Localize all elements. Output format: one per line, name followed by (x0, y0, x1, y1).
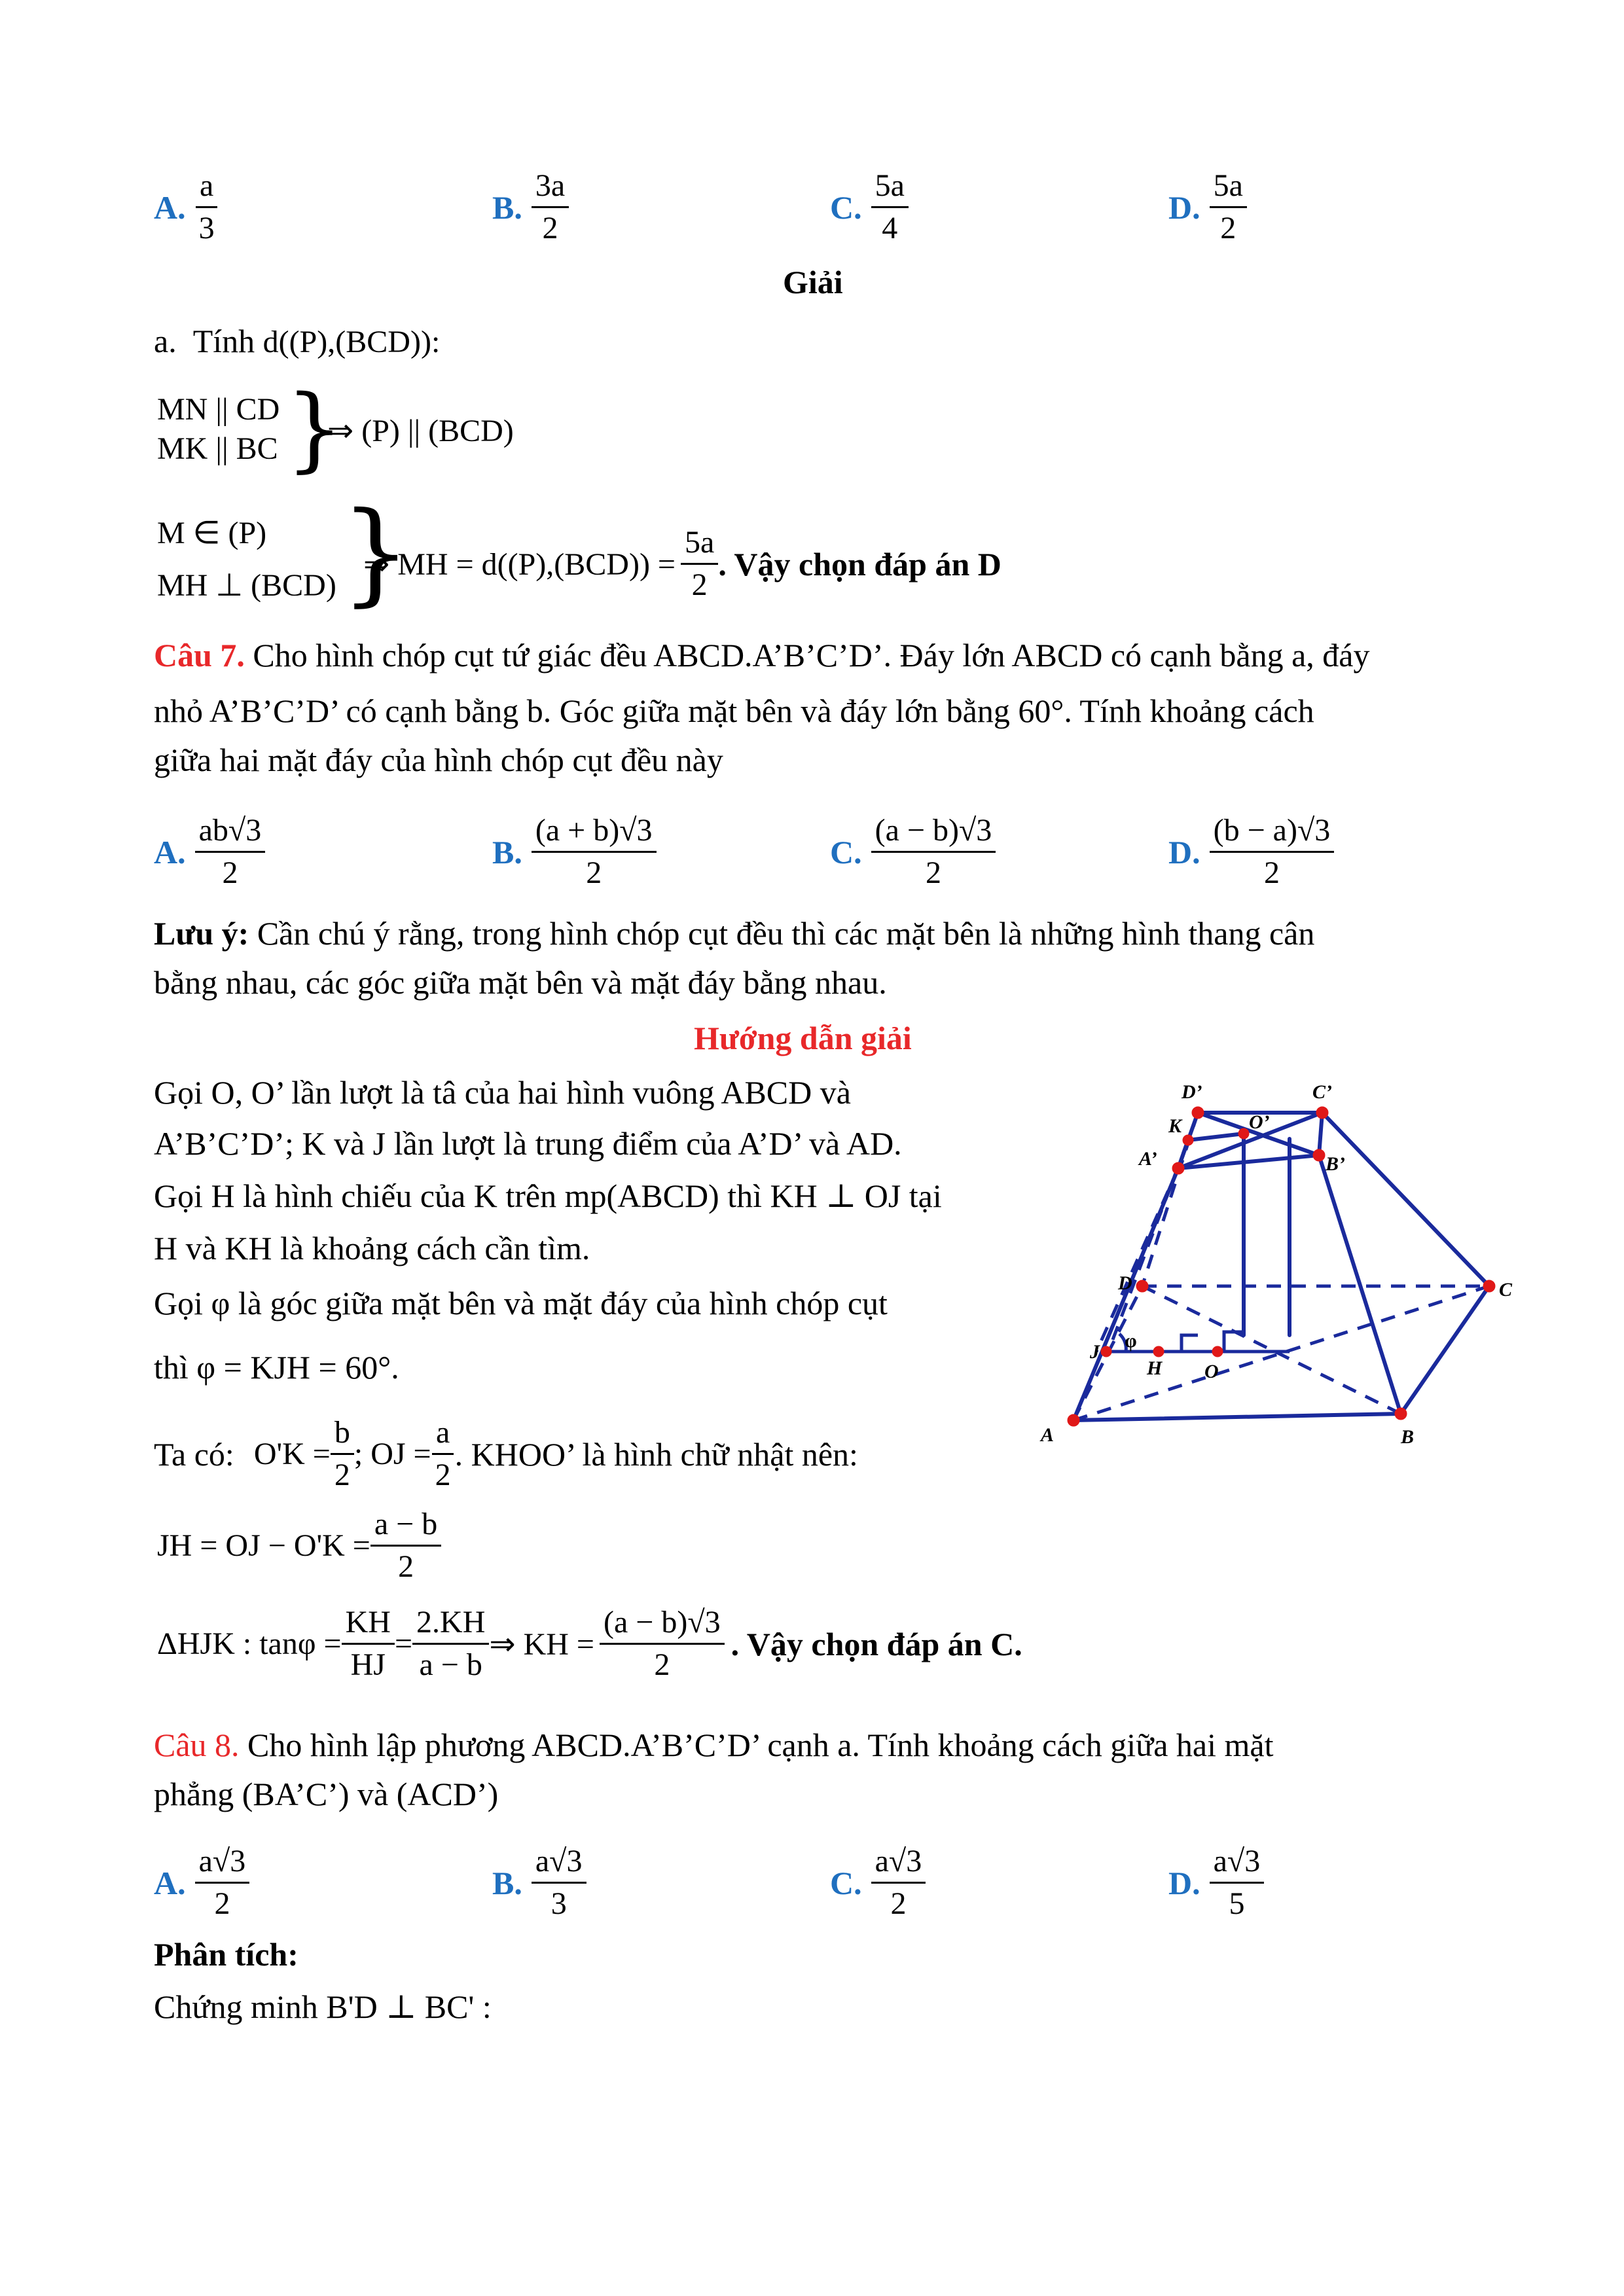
label-b1: B’ (1326, 1153, 1345, 1175)
label-a: A (1041, 1424, 1055, 1446)
edge-ab (1074, 1414, 1401, 1420)
label-h: H (1147, 1357, 1163, 1379)
q6-option-a[interactable]: A. $\frac{a}{3}$ (154, 167, 219, 247)
q6-option-c[interactable]: C. $\frac{5a}{4}$ (830, 167, 909, 247)
label-c1: C’ (1312, 1081, 1332, 1103)
edge-bc (1401, 1286, 1489, 1414)
q8-option-a[interactable]: A. $\frac{a√3}{2}$ (154, 1842, 249, 1923)
q7-sol-line6: thì φ = KJH = 60°. (154, 1349, 399, 1386)
frustum-figure (1021, 1073, 1519, 1466)
point-o1 (1238, 1128, 1249, 1139)
q8-option-c[interactable]: C. $\frac{a√3}{2}$ (830, 1842, 926, 1923)
q7-sol-line4: H và KH là khoảng cách cần tìm. (154, 1230, 590, 1266)
q7-sol-line1: Gọi O, O’ lần lượt là tâ của hai hình vuông ABCD và (154, 1074, 851, 1111)
q7-option-b[interactable]: B. $\frac{(a + b)√3}{2}$ (492, 812, 657, 892)
q7-sol-line2: A’B’C’D’; K và J lần lượt là trung điểm của A’D’ và AD. (154, 1125, 902, 1162)
q8-option-d[interactable]: D. $\frac{a√3}{5}$ (1168, 1842, 1264, 1923)
label-o: O (1204, 1361, 1219, 1382)
segment-ko1 (1188, 1134, 1244, 1140)
edge-aa1 (1074, 1168, 1178, 1420)
point-c1 (1316, 1107, 1328, 1119)
point-c (1483, 1280, 1495, 1292)
label-d: D (1118, 1272, 1132, 1294)
q7-option-d[interactable]: D. $\frac{(b - a)√3}{2}$ (1168, 812, 1334, 892)
q7-guide-heading: Hướng dẫn giải (694, 1020, 912, 1056)
brace-1: } (285, 376, 344, 482)
point-k (1183, 1135, 1193, 1145)
right-angle-h (1182, 1335, 1198, 1352)
point-a1 (1172, 1162, 1184, 1174)
note-label: Lưu ý: (154, 915, 249, 952)
q6-system-1: MN || CD MK || BC (157, 392, 280, 466)
q8-option-b[interactable]: B. $\frac{a√3}{3}$ (492, 1842, 586, 1923)
label-k: K (1168, 1115, 1182, 1137)
point-j (1101, 1346, 1111, 1357)
q7-line1: Câu 7. Cho hình chóp cụt tứ giác đều ABCD.A’B’C’D’. Đáy lớn ABCD có cạnh bằng a, đáy (154, 637, 1370, 673)
point-b (1395, 1408, 1407, 1420)
point-d (1136, 1280, 1148, 1292)
q8-line2: phẳng (BA’C’) và (ACD’) (154, 1776, 499, 1812)
label-phi: φ (1125, 1330, 1137, 1352)
point-h (1153, 1346, 1164, 1357)
brace-2: } (340, 488, 412, 618)
q8-label: Câu 8. (154, 1727, 240, 1763)
q6-option-b[interactable]: B. $\frac{3a}{2}$ (492, 167, 569, 247)
q7-line2: nhỏ A’B’C’D’ có cạnh bằng b. Góc giữa mặt bên và đáy lớn bằng 60°. Tính khoảng cách (154, 692, 1314, 729)
point-b1 (1313, 1149, 1325, 1161)
q7-note-line2: bằng nhau, các góc giữa mặt bên và mặt đáy bằng nhau. (154, 964, 887, 1001)
point-o (1212, 1346, 1223, 1357)
point-a (1068, 1414, 1079, 1426)
q6-system-2: M ∈ (P) MH ⊥ (BCD) (157, 516, 336, 603)
q7-option-a[interactable]: A. $\frac{ab√3}{2}$ (154, 812, 265, 892)
label-c: C (1499, 1279, 1513, 1300)
q7-label: Câu 7. (154, 637, 245, 673)
label-b: B (1401, 1426, 1415, 1448)
q6-solution-heading: Giải (783, 264, 843, 300)
q6-option-d[interactable]: D. $\frac{5a}{2}$ (1168, 167, 1247, 247)
q7-sol-line8: JH = OJ − O'K = $\frac{a - b}{2}$ (157, 1505, 441, 1586)
q6-system-1-result: ⇒ (P) || (BCD) (327, 414, 514, 448)
q7-sol-line3: Gọi H là hình chiếu của K trên mp(ABCD) thì KH ⊥ OJ tại (154, 1177, 942, 1214)
q7-line3: giữa hai mặt đáy của hình chóp cụt đều này (154, 742, 723, 778)
label-j: J (1090, 1341, 1100, 1363)
q6-system-2-result: ⇒ MH = d((P),(BCD)) = $\frac{5a}{2}$ . Vậy chọn đáp án D (363, 525, 1001, 602)
q7-note-line1: Lưu ý: Cần chú ý rằng, trong hình chóp cụt đều thì các mặt bên là những hình thang cân (154, 915, 1315, 952)
q8-analysis-label: Phân tích: (154, 1936, 298, 1973)
q7-sol-line9: ΔHJK : tanφ = $\frac{KH}{HJ}$ = $\frac{2.KH}{a - b}$ ⇒ KH = $\frac{(a - b)√3}{2}$ . Vậy chọn đáp án C. (157, 1605, 1022, 1682)
edge-b1c1 (1319, 1113, 1322, 1155)
q8-analysis-line: Chứng minh B'D ⊥ BC' : (154, 1988, 492, 2025)
edge-bb1 (1319, 1155, 1401, 1414)
label-a1: A’ (1139, 1148, 1157, 1170)
q7-option-c[interactable]: C. $\frac{(a - b)√3}{2}$ (830, 812, 996, 892)
q6-part-a: a. Tính d((P),(BCD)): (154, 323, 441, 359)
point-d1 (1192, 1107, 1204, 1119)
q8-line1: Câu 8. Cho hình lập phương ABCD.A’B’C’D’ cạnh a. Tính khoảng cách giữa hai mặt (154, 1727, 1274, 1763)
label-o1: O’ (1249, 1111, 1270, 1133)
label-d1: D’ (1182, 1081, 1202, 1103)
q7-sol-line7: Ta có: O'K = $\frac{b}{2}$ ; OJ = $\frac{a}{2}$ . KHOO’ là hình chữ nhật nên: (154, 1415, 858, 1492)
edge-cc1 (1322, 1113, 1489, 1286)
q7-sol-line5: Gọi φ là góc giữa mặt bên và mặt đáy của hình chóp cụt (154, 1285, 888, 1321)
